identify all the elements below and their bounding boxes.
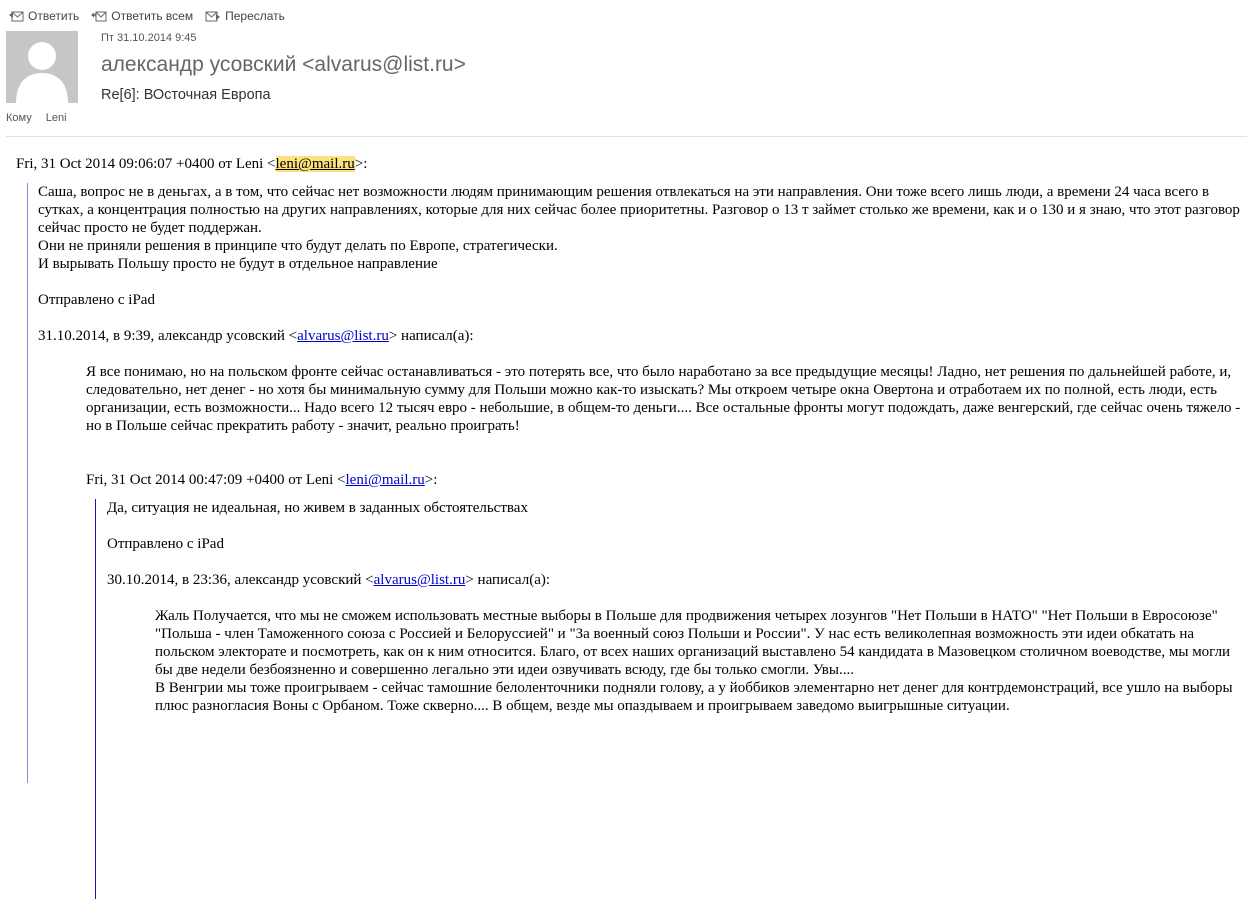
q2-quoted-block bbox=[107, 607, 1241, 715]
q1-paragraph-1: Саша, вопрос не в деньгах, а в том, что сейчас нет возможности людям принимающим решения отвлекаться на эти направления. Они тоже всего лишь люди, а времени 24 часа всего в сутках, а концентрация полностью на других направлениях, которые для них сейчас более приоритетны. Разговор о 13 т займет столько же времени, как и о 130 и я знаю, что этот разговор сейчас просто не будет поддержан. bbox=[38, 184, 1240, 236]
q2-wrote-text: 30.10.2014, в 23:36, александр усовский < bbox=[107, 572, 374, 588]
q1-quoted-block bbox=[38, 363, 1241, 899]
quote-level-1 bbox=[27, 183, 1241, 783]
reply-icon bbox=[8, 9, 24, 23]
sender-avatar bbox=[6, 31, 78, 103]
reply-label: Ответить bbox=[28, 9, 80, 23]
reply-all-button[interactable] bbox=[91, 9, 193, 23]
message-toolbar bbox=[8, 7, 297, 25]
q1-wrote-suffix: > написал(а): bbox=[388, 328, 474, 344]
q1-signature: Отправлено с iPad bbox=[38, 292, 155, 308]
q1-wrote-text: 31.10.2014, в 9:39, александр усовский < bbox=[38, 328, 298, 344]
reply-all-label: Ответить всем bbox=[111, 9, 194, 23]
quote-level-2 bbox=[95, 499, 1241, 899]
reply-button[interactable] bbox=[8, 9, 79, 23]
recipients-row bbox=[6, 112, 81, 124]
q2-signature: Отправлено с iPad bbox=[107, 536, 224, 552]
q1-wrote-email-link[interactable]: alvarus@list.ru bbox=[297, 328, 389, 344]
q2-quoted-paragraph-2: В Венгрии мы тоже проигрываем - сейчас тамошние белоленточники подняли голову, а у йоббиков элементарно нет денег для контрдемонстраций, все ушло на выборы плюс разногласия Воны с Орбаном. Тоже скверно.... В общем, везде мы опаздываем и проигрываем заведомо выигрышные ситуации. bbox=[155, 680, 1233, 714]
q2-wrote-email-link[interactable]: alvarus@list.ru bbox=[373, 572, 466, 588]
forward-icon bbox=[205, 9, 221, 23]
message-date: Пт 31.10.2014 9:45 bbox=[101, 32, 197, 44]
q2-paragraph-1: Да, ситуация не идеальная, но живем в заданных обстоятельствах bbox=[107, 500, 528, 516]
q2-wrote-suffix: > написал(а): bbox=[465, 572, 551, 588]
intro-email-link[interactable]: leni@mail.ru bbox=[275, 156, 355, 172]
q2-quoted-paragraph-1: Жаль Получается, что мы не сможем использовать местные выборы в Польше для продвижения четырех лозунгов "Нет Польши в НАТО" "Нет Польши в Евросоюзе" "Польша - член Таможенного союза с Россией и Белоруссией" и "За военный союз Польши и России". У нас есть великолепная возможность эти идеи обкатать на польском электорате и посмотреть, как он к ним относится. Благо, от всех наших организаций выставлено 54 кандидата в Мазовецком столичном воеводстве, мы могли бы две недели безбоязненно и совершенно легально эти идеи озвучивать всюду, где бы только смогли. Увы.... bbox=[155, 608, 1231, 678]
q2-intro-email-link[interactable]: leni@mail.ru bbox=[345, 472, 425, 488]
person-icon bbox=[6, 31, 78, 103]
q1-paragraph-3: И вырывать Польшу просто не будут в отдельное направление bbox=[38, 256, 438, 272]
sender-name[interactable]: александр усовский <alvarus@list.ru> bbox=[101, 53, 466, 76]
to-label: Кому bbox=[6, 112, 32, 124]
message-body bbox=[16, 155, 1241, 783]
q2-intro-suffix: >: bbox=[424, 472, 438, 488]
q2-intro-text: Fri, 31 Oct 2014 00:47:09 +0400 от Leni < bbox=[86, 472, 346, 488]
q1-quoted-text: Я все понимаю, но на польском фронте сейчас останавливаться - это потерять все, что было наработано за все предыдущие месяцы! Ладно, нет решения по дальнейшей работе, и, следовательно, нет денег - но хотя бы минимальную сумму для Польши можно как-то изыскать? Мы откроем четыре окна Овертона и отработаем их по полной, есть люди, есть организации, есть возможности... Надо всего 12 тысяч евро - небольшие, в общем-то деньги.... Все остальные фронты могут подождать, даже венгерский, где сейчас очень тяжело - но в Польше сейчас прекратить работу - значит, реально проиграть! bbox=[86, 364, 1241, 434]
q2-wrote-line bbox=[107, 571, 1241, 589]
intro-text: Fri, 31 Oct 2014 09:06:07 +0400 от Leni < bbox=[16, 156, 276, 172]
header-divider bbox=[6, 136, 1247, 137]
q2-intro-line bbox=[86, 471, 1241, 489]
q1-paragraph-2: Они не приняли решения в принципе что будут делать по Европе, стратегически. bbox=[38, 238, 558, 254]
to-recipient[interactable]: Leni bbox=[45, 112, 67, 124]
forward-label: Переслать bbox=[225, 9, 285, 23]
intro-suffix: >: bbox=[354, 156, 368, 172]
reply-all-icon bbox=[91, 9, 107, 23]
q1-wrote-line bbox=[38, 327, 1241, 345]
forward-button[interactable] bbox=[205, 9, 285, 23]
message-subject: Re[6]: ВОсточная Европа bbox=[101, 87, 271, 103]
quote-intro bbox=[16, 155, 1241, 173]
